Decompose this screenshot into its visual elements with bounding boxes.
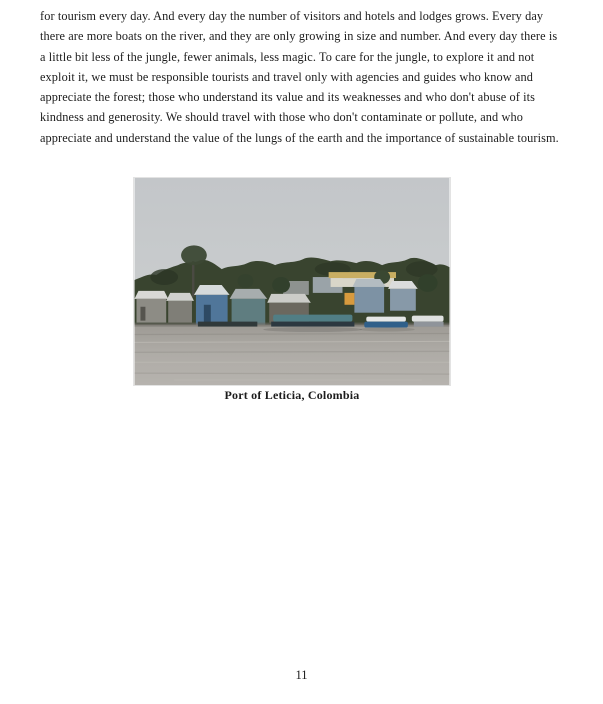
paragraph-line: exploit it, we must be responsible tourists and travel only with agencies and guides who know and bbox=[40, 69, 533, 84]
page-number: 11 bbox=[295, 668, 308, 682]
paragraph-line: a little bit less of the jungle, fewer animals, less magic. To care for the jungle, to explore it and not bbox=[40, 49, 535, 64]
port-photo bbox=[133, 177, 451, 386]
figure-port-leticia bbox=[133, 177, 451, 386]
paragraph-line: kindness and generosity. We should travel with those who don't contaminate or pollute, and who bbox=[40, 110, 523, 125]
paragraph-line: appreciate and understand the value of the lungs of the earth and the importance of sustainable tourism. bbox=[40, 130, 559, 145]
body-paragraph bbox=[40, 6, 580, 148]
paragraph-line: there are more boats on the river, and they are only growing in size and number. And every day there is bbox=[40, 29, 558, 44]
paragraph-line: for tourism every day. And every day the number of visitors and hotels and lodges grows. Every day bbox=[40, 9, 544, 23]
paragraph-line: appreciate the forest; those who understand its value and its weaknesses and who don't abuse of its bbox=[40, 90, 535, 105]
figure-caption: Port of Leticia, Colombia bbox=[224, 388, 360, 402]
